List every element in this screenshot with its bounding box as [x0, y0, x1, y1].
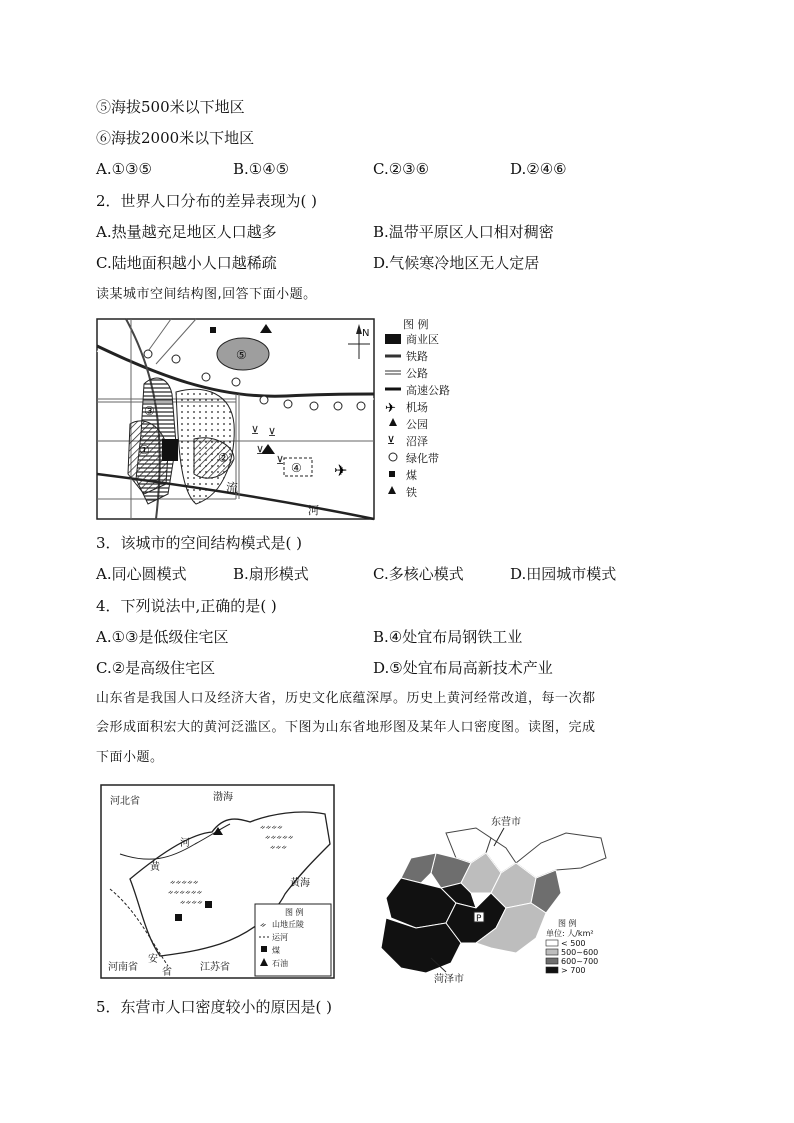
q2-option-c[interactable]: C.陆地面积越小人口越稀疏 [96, 254, 277, 272]
q1-option-b[interactable]: B.①④⑤ [233, 160, 290, 178]
svg-text:黄: 黄 [150, 862, 160, 873]
intro-shandong-1: 山东省是我国人口及经济大省，历史文化底蕴深厚。历史上黄河经常改道，每一次都 [96, 691, 596, 706]
q5-stem: 5．东营市人口密度较小的原因是( ) [96, 998, 333, 1016]
svg-text:ᨀᨀᨀᨀᨀ: ᨀᨀᨀᨀᨀ [170, 878, 199, 886]
svg-text:绿化带: 绿化带 [406, 452, 439, 465]
svg-text:煤: 煤 [406, 469, 417, 482]
density-figure [376, 808, 616, 986]
svg-text:500~600: 500~600 [561, 948, 599, 957]
svg-text:运河: 运河 [272, 933, 288, 942]
svg-text:省: 省 [162, 967, 172, 978]
q4-option-a[interactable]: A.①③是低级住宅区 [96, 628, 229, 646]
svg-text:< 500: < 500 [561, 939, 586, 948]
svg-text:单位: 人/km²: 单位: 人/km² [546, 929, 594, 938]
intro-city-map: 读某城市空间结构图,回答下面小题。 [96, 287, 317, 302]
q4-option-d[interactable]: D.⑤处宜布局高新技术产业 [373, 659, 553, 677]
q4-option-c[interactable]: C.②是高级住宅区 [96, 659, 216, 677]
svg-text:⊻: ⊻ [268, 426, 277, 439]
svg-text:安: 安 [148, 954, 158, 965]
svg-text:机场: 机场 [406, 401, 428, 414]
svg-text:公路: 公路 [406, 367, 428, 380]
north-label: N [362, 328, 370, 339]
coal-symbol-2 [205, 901, 212, 908]
svg-text:黄海: 黄海 [290, 878, 310, 889]
svg-text:江苏省: 江苏省 [200, 962, 230, 973]
svg-text:图 例: 图 例 [403, 318, 429, 331]
svg-text:煤: 煤 [272, 946, 280, 955]
svg-text:ᨀᨀᨀᨀᨀ: ᨀᨀᨀᨀᨀ [265, 833, 294, 841]
q3-option-b[interactable]: B.扇形模式 [233, 565, 309, 583]
svg-text:高速公路: 高速公路 [406, 384, 450, 397]
p-marker: P [476, 914, 482, 924]
shandong-density-map [376, 808, 616, 986]
heze-label: 菏泽市 [434, 974, 464, 985]
svg-text:②: ② [218, 451, 229, 465]
svg-text:公园: 公园 [406, 418, 428, 431]
q1-option-d[interactable]: D.②④⑥ [510, 160, 567, 178]
svg-text:商业区: 商业区 [406, 333, 439, 346]
airport-icon: ✈ [334, 461, 348, 480]
svg-text:①: ① [139, 443, 150, 457]
q4-option-b[interactable]: B.④处宜布局钢铁工业 [373, 628, 523, 646]
q3-option-d[interactable]: D.田园城市模式 [510, 565, 617, 583]
svg-text:图 例: 图 例 [558, 919, 577, 928]
intro-shandong-2: 会形成面积宏大的黄河泛滥区。下图为山东省地形图及某年人口密度图。读图，完成 [96, 720, 596, 735]
svg-text:⊻: ⊻ [251, 424, 260, 437]
q2-option-b[interactable]: B.温带平原区人口相对稠密 [373, 223, 554, 241]
q2-option-a[interactable]: A.热量越充足地区人口越多 [96, 223, 277, 241]
cbd [162, 439, 178, 461]
svg-text:ᨀᨀᨀ: ᨀᨀᨀ [270, 843, 288, 851]
q4-stem: 4．下列说法中,正确的是( ) [96, 597, 277, 615]
svg-text:图 例: 图 例 [285, 908, 304, 917]
svg-text:④: ④ [291, 461, 302, 475]
svg-text:ᨀᨀᨀᨀ: ᨀᨀᨀᨀ [180, 898, 203, 906]
svg-text:ᨀᨀᨀᨀᨀᨀ: ᨀᨀᨀᨀᨀᨀ [168, 888, 203, 896]
svg-text:> 700: > 700 [561, 966, 586, 975]
q3-stem: 3．该城市的空间结构模式是( ) [96, 534, 303, 552]
q3-option-c[interactable]: C.多核心模式 [373, 565, 464, 583]
city-structure-map [96, 314, 476, 522]
svg-text:600~700: 600~700 [561, 957, 599, 966]
svg-text:ᨀ: ᨀ [260, 920, 267, 929]
coal-symbol-1 [175, 914, 182, 921]
terrain-figure [100, 784, 336, 980]
q3-option-a[interactable]: A.同心圆模式 [96, 565, 187, 583]
coal-symbol [210, 327, 216, 333]
city-structure-figure [96, 314, 476, 522]
svg-text:⊻: ⊻ [387, 434, 396, 447]
svg-text:铁: 铁 [406, 486, 417, 499]
shandong-terrain-map [100, 784, 336, 980]
svg-text:⑤: ⑤ [236, 348, 247, 362]
river-label-2: 河 [308, 504, 319, 517]
intro-shandong-3: 下面小题。 [96, 750, 164, 765]
svg-text:河北省: 河北省 [110, 796, 140, 807]
svg-text:石油: 石油 [272, 959, 288, 968]
svg-text:河南省: 河南省 [108, 962, 138, 973]
svg-text:河: 河 [180, 838, 190, 849]
svg-text:⊻: ⊻ [276, 454, 285, 467]
q1-item-5: ⑤海拔500米以下地区 [96, 98, 245, 116]
svg-text:沼泽: 沼泽 [406, 435, 428, 448]
q1-item-6: ⑥海拔2000米以下地区 [96, 129, 255, 147]
q1-option-c[interactable]: C.②③⑥ [373, 160, 430, 178]
svg-text:⊻: ⊻ [256, 444, 265, 457]
svg-text:✈: ✈ [385, 401, 396, 416]
svg-text:ᨀᨀᨀᨀ: ᨀᨀᨀᨀ [260, 823, 283, 831]
svg-text:铁路: 铁路 [406, 350, 428, 363]
density-legend [546, 918, 598, 975]
river-label-1: 流 [226, 481, 239, 495]
q2-option-d[interactable]: D.气候寒冷地区无人定居 [373, 254, 540, 272]
city-legend [385, 317, 450, 499]
svg-text:渤海: 渤海 [213, 792, 233, 803]
svg-text:③: ③ [144, 404, 155, 418]
q2-stem: 2．世界人口分布的差异表现为( ) [96, 192, 318, 210]
q1-option-a[interactable]: A.①③⑤ [96, 160, 152, 178]
svg-text:山地丘陵: 山地丘陵 [272, 920, 304, 929]
dongying-label: 东营市 [491, 817, 521, 828]
